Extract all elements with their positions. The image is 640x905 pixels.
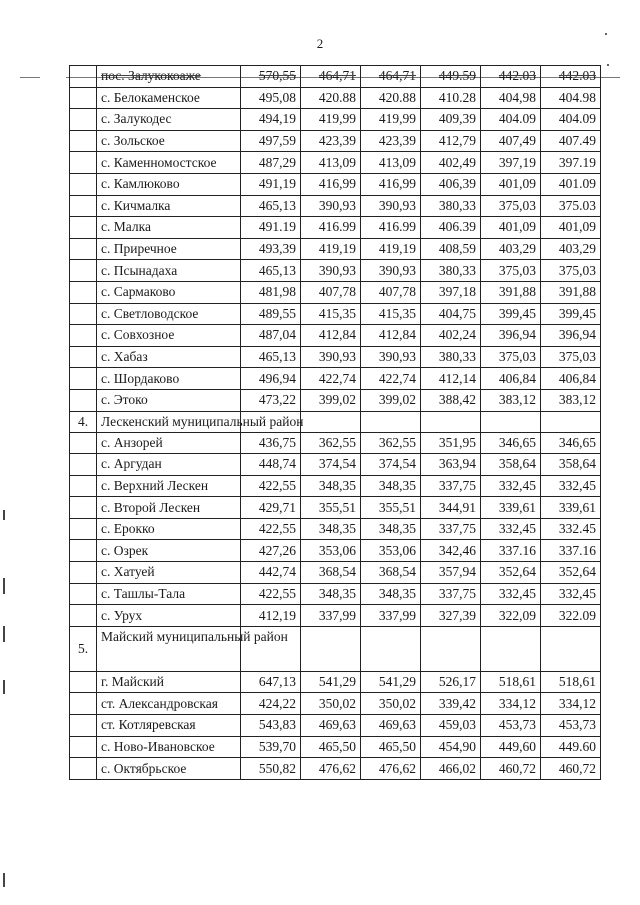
value-cell: 476,62: [301, 758, 361, 780]
value-cell: 481,98: [241, 281, 301, 303]
table-row: [70, 109, 601, 131]
value-cell: 429,71: [241, 497, 301, 519]
value-cell: 466,02: [421, 758, 481, 780]
table-row: [70, 454, 601, 476]
value-cell: 442,74: [241, 562, 301, 584]
value-cell: 422,74: [301, 368, 361, 390]
row-number-cell: [70, 66, 97, 88]
value-cell: 413,09: [361, 152, 421, 174]
value-cell: 401,09: [481, 217, 541, 239]
table-row: [70, 87, 601, 109]
value-cell: 415,35: [301, 303, 361, 325]
value-cell: 473,22: [241, 389, 301, 411]
value-cell: 453,73: [481, 715, 541, 737]
section-title: Лескенский муниципальный район: [97, 411, 241, 432]
value-cell: 412,14: [421, 368, 481, 390]
value-cell: 404.09: [481, 109, 541, 131]
value-cell: 339,61: [541, 497, 601, 519]
value-cell: 419,99: [301, 109, 361, 131]
settlement-name: с. Озрек: [97, 540, 241, 562]
value-cell: 390,93: [361, 346, 421, 368]
row-number-cell: [70, 173, 97, 195]
value-cell: 322,09: [481, 605, 541, 627]
settlement-name: г. Майский: [97, 671, 241, 693]
value-cell: 404,75: [421, 303, 481, 325]
settlement-name: с. Сармаково: [97, 281, 241, 303]
settlement-name: с. Малка: [97, 217, 241, 239]
value-cell: 383,12: [541, 389, 601, 411]
table-row: [70, 497, 601, 519]
value-cell: 355,51: [301, 497, 361, 519]
value-cell: 449,60: [481, 736, 541, 758]
value-cell: 362,55: [361, 432, 421, 454]
value-cell: 412,84: [361, 325, 421, 347]
settlement-name: с. Псынадаха: [97, 260, 241, 282]
value-cell: 337,75: [421, 475, 481, 497]
value-cell: 380,33: [421, 195, 481, 217]
scan-mark: [3, 626, 5, 642]
value-cell: 449.60: [541, 736, 601, 758]
settlement-name: с. Белокаменское: [97, 87, 241, 109]
empty-cell: [421, 626, 481, 671]
value-cell: 332.45: [541, 518, 601, 540]
value-cell: 339,42: [421, 693, 481, 715]
row-number-cell: [70, 497, 97, 519]
value-cell: 406,84: [541, 368, 601, 390]
value-cell: 460,72: [541, 758, 601, 780]
value-cell: 375,03: [541, 346, 601, 368]
row-number-cell: [70, 325, 97, 347]
value-cell: 407.49: [541, 130, 601, 152]
value-cell: 407,49: [481, 130, 541, 152]
rule-gap: [40, 70, 66, 84]
row-number-cell: [70, 368, 97, 390]
table-row: [70, 346, 601, 368]
settlement-name: с. Совхозное: [97, 325, 241, 347]
table-row: [70, 475, 601, 497]
value-cell: 416.99: [301, 217, 361, 239]
table-row: [70, 671, 601, 693]
settlement-name: с. Второй Лескен: [97, 497, 241, 519]
value-cell: 363,94: [421, 454, 481, 476]
table-row: [70, 195, 601, 217]
value-cell: 375,03: [481, 260, 541, 282]
value-cell: 413,09: [301, 152, 361, 174]
empty-cell: [541, 626, 601, 671]
value-cell: 375,03: [481, 195, 541, 217]
value-cell: 465,50: [301, 736, 361, 758]
value-cell: 407,78: [301, 281, 361, 303]
value-cell: 332,45: [541, 583, 601, 605]
value-cell: 465,13: [241, 195, 301, 217]
value-cell: 368,54: [301, 562, 361, 584]
value-cell: 404,98: [481, 87, 541, 109]
page-number: 2: [316, 36, 324, 51]
value-cell: 487,04: [241, 325, 301, 347]
value-cell: 407,78: [361, 281, 421, 303]
value-cell: 422,55: [241, 518, 301, 540]
value-cell: 465,50: [361, 736, 421, 758]
value-cell: 422,55: [241, 583, 301, 605]
value-cell: 352,64: [541, 562, 601, 584]
value-cell: 420.88: [301, 87, 361, 109]
value-cell: 396,94: [541, 325, 601, 347]
value-cell: 396,94: [481, 325, 541, 347]
value-cell: 348,35: [301, 518, 361, 540]
value-cell: 358,64: [481, 454, 541, 476]
value-cell: 332,45: [481, 518, 541, 540]
value-cell: 337,75: [421, 518, 481, 540]
row-number-cell: [70, 562, 97, 584]
value-cell: 406,39: [421, 173, 481, 195]
value-cell: 401,09: [481, 173, 541, 195]
value-cell: 334,12: [481, 693, 541, 715]
value-cell: 353,06: [301, 540, 361, 562]
value-cell: 390,93: [301, 260, 361, 282]
value-cell: 489,55: [241, 303, 301, 325]
table-row: [70, 152, 601, 174]
row-number-cell: [70, 130, 97, 152]
value-cell: 352,64: [481, 562, 541, 584]
table-row: [70, 325, 601, 347]
settlement-name: с. Этоко: [97, 389, 241, 411]
table-row: [70, 715, 601, 737]
value-cell: 436,75: [241, 432, 301, 454]
value-cell: 449.59: [421, 66, 481, 88]
value-cell: 327,39: [421, 605, 481, 627]
value-cell: 350,02: [301, 693, 361, 715]
empty-cell: [481, 411, 541, 432]
value-cell: 412,84: [301, 325, 361, 347]
row-number-cell: [70, 303, 97, 325]
value-cell: 348,35: [301, 475, 361, 497]
value-cell: 337,99: [301, 605, 361, 627]
value-cell: 322.09: [541, 605, 601, 627]
table-row: [70, 238, 601, 260]
settlement-name: ст. Котляревская: [97, 715, 241, 737]
settlement-name: с. Верхний Лескен: [97, 475, 241, 497]
value-cell: 332,45: [481, 475, 541, 497]
row-number-cell: [70, 693, 97, 715]
value-cell: 368,54: [361, 562, 421, 584]
value-cell: 415,35: [361, 303, 421, 325]
table-row: [70, 540, 601, 562]
value-cell: 390,93: [361, 260, 421, 282]
value-cell: 355,51: [361, 497, 421, 519]
value-cell: 402,24: [421, 325, 481, 347]
value-cell: 362,55: [301, 432, 361, 454]
settlement-name: с. Кичмалка: [97, 195, 241, 217]
row-number-cell: [70, 346, 97, 368]
value-cell: 419,99: [361, 109, 421, 131]
value-cell: 410.28: [421, 87, 481, 109]
value-cell: 416.99: [361, 217, 421, 239]
value-cell: 539,70: [241, 736, 301, 758]
value-cell: 423,39: [361, 130, 421, 152]
value-cell: 348,35: [361, 583, 421, 605]
empty-cell: [361, 626, 421, 671]
table-row: [70, 389, 601, 411]
value-cell: 422,55: [241, 475, 301, 497]
value-cell: 339,61: [481, 497, 541, 519]
value-cell: 412,19: [241, 605, 301, 627]
value-cell: 460,72: [481, 758, 541, 780]
settlement-name: с. Хатуей: [97, 562, 241, 584]
value-cell: 454,90: [421, 736, 481, 758]
value-cell: 416,99: [361, 173, 421, 195]
settlement-name: с. Октябрьское: [97, 758, 241, 780]
value-cell: 423,39: [301, 130, 361, 152]
table-row: [70, 303, 601, 325]
section-title: Майский муниципальный район: [97, 626, 241, 671]
value-cell: 493,39: [241, 238, 301, 260]
scan-dot: [607, 64, 609, 66]
value-cell: 358,64: [541, 454, 601, 476]
row-number-cell: [70, 475, 97, 497]
value-cell: 399,02: [361, 389, 421, 411]
settlement-name: с. Ново-Ивановское: [97, 736, 241, 758]
value-cell: 412,79: [421, 130, 481, 152]
value-cell: 469,63: [361, 715, 421, 737]
value-cell: 348,35: [301, 583, 361, 605]
settlement-name: с. Камлюково: [97, 173, 241, 195]
table-row: [70, 368, 601, 390]
value-cell: 427,26: [241, 540, 301, 562]
value-cell: 419,19: [301, 238, 361, 260]
row-number-cell: [70, 195, 97, 217]
value-cell: 497,59: [241, 130, 301, 152]
table-row: [70, 260, 601, 282]
value-cell: 342,46: [421, 540, 481, 562]
value-cell: 402,49: [421, 152, 481, 174]
row-number-cell: [70, 281, 97, 303]
row-number-cell: [70, 260, 97, 282]
value-cell: 541,29: [361, 671, 421, 693]
settlement-name: с. Анзорей: [97, 432, 241, 454]
scan-mark: [3, 680, 5, 694]
row-number-cell: [70, 518, 97, 540]
value-cell: 344,91: [421, 497, 481, 519]
value-cell: 374,54: [361, 454, 421, 476]
value-cell: 459,03: [421, 715, 481, 737]
value-cell: 350,02: [361, 693, 421, 715]
row-number-cell: [70, 671, 97, 693]
value-cell: 391,88: [541, 281, 601, 303]
value-cell: 448,74: [241, 454, 301, 476]
value-cell: 390,93: [361, 195, 421, 217]
value-cell: 337.16: [541, 540, 601, 562]
empty-cell: [301, 411, 361, 432]
table-body: [70, 66, 601, 780]
row-number-cell: [70, 583, 97, 605]
value-cell: 388,42: [421, 389, 481, 411]
value-cell: 404.98: [541, 87, 601, 109]
table-row: [70, 130, 601, 152]
section-row: [70, 411, 601, 432]
row-number-cell: [70, 109, 97, 131]
settlement-name: с. Залукодес: [97, 109, 241, 131]
scan-mark: [3, 578, 5, 594]
value-cell: 375.03: [541, 195, 601, 217]
section-number: 4.: [70, 411, 97, 432]
value-cell: 404.09: [541, 109, 601, 131]
value-cell: 399,45: [481, 303, 541, 325]
value-cell: 397,18: [421, 281, 481, 303]
section-row: [70, 626, 601, 671]
value-cell: 491,19: [241, 173, 301, 195]
value-cell: 453,73: [541, 715, 601, 737]
table-row: [70, 583, 601, 605]
settlement-name: ст. Александровская: [97, 693, 241, 715]
table-row: [70, 66, 601, 88]
value-cell: 403,29: [541, 238, 601, 260]
value-cell: 390,93: [301, 195, 361, 217]
settlement-name: с. Ерокко: [97, 518, 241, 540]
value-cell: 464,71: [301, 66, 361, 88]
value-cell: 337,75: [421, 583, 481, 605]
table-row: [70, 432, 601, 454]
scan-mark: [3, 510, 5, 520]
value-cell: 337.16: [481, 540, 541, 562]
value-cell: 442.03: [541, 66, 601, 88]
value-cell: 550,82: [241, 758, 301, 780]
value-cell: 399,45: [541, 303, 601, 325]
value-cell: 420.88: [361, 87, 421, 109]
value-cell: 348,35: [361, 518, 421, 540]
table-row: [70, 562, 601, 584]
value-cell: 419,19: [361, 238, 421, 260]
settlement-name: с. Приречное: [97, 238, 241, 260]
table-row: [70, 173, 601, 195]
settlement-name: с. Зольское: [97, 130, 241, 152]
value-cell: 496,94: [241, 368, 301, 390]
empty-cell: [421, 411, 481, 432]
value-cell: 390,93: [301, 346, 361, 368]
value-cell: 403,29: [481, 238, 541, 260]
value-cell: 543,83: [241, 715, 301, 737]
row-number-cell: [70, 152, 97, 174]
value-cell: 399,02: [301, 389, 361, 411]
value-cell: 357,94: [421, 562, 481, 584]
empty-cell: [301, 626, 361, 671]
table-row: [70, 605, 601, 627]
value-cell: 422,74: [361, 368, 421, 390]
table-row: [70, 736, 601, 758]
value-cell: 397,19: [481, 152, 541, 174]
value-cell: 401,09: [541, 217, 601, 239]
scan-mark: [3, 873, 5, 887]
value-cell: 495,08: [241, 87, 301, 109]
row-number-cell: [70, 238, 97, 260]
value-cell: 391,88: [481, 281, 541, 303]
value-cell: 442.03: [481, 66, 541, 88]
table-row: [70, 758, 601, 780]
row-number-cell: [70, 217, 97, 239]
table-row: [70, 281, 601, 303]
value-cell: 346,65: [481, 432, 541, 454]
value-cell: 526,17: [421, 671, 481, 693]
tariff-table: [69, 65, 601, 780]
settlement-name: с. Хабаз: [97, 346, 241, 368]
value-cell: 409,39: [421, 109, 481, 131]
value-cell: 380,33: [421, 260, 481, 282]
value-cell: 518,61: [541, 671, 601, 693]
settlement-name: с. Урух: [97, 605, 241, 627]
value-cell: 408,59: [421, 238, 481, 260]
value-cell: 334,12: [541, 693, 601, 715]
value-cell: 518,61: [481, 671, 541, 693]
settlement-name: с. Ташлы-Тала: [97, 583, 241, 605]
value-cell: 406.39: [421, 217, 481, 239]
settlement-name: с. Аргудан: [97, 454, 241, 476]
value-cell: 491.19: [241, 217, 301, 239]
row-number-cell: [70, 432, 97, 454]
value-cell: 348,35: [361, 475, 421, 497]
value-cell: 541,29: [301, 671, 361, 693]
settlement-name: с. Каменномостское: [97, 152, 241, 174]
row-number-cell: [70, 540, 97, 562]
value-cell: 464,71: [361, 66, 421, 88]
value-cell: 570,55: [241, 66, 301, 88]
value-cell: 647,13: [241, 671, 301, 693]
value-cell: 375,03: [541, 260, 601, 282]
value-cell: 375,03: [481, 346, 541, 368]
row-number-cell: [70, 389, 97, 411]
value-cell: 487,29: [241, 152, 301, 174]
value-cell: 416,99: [301, 173, 361, 195]
row-number-cell: [70, 454, 97, 476]
table-row: [70, 693, 601, 715]
value-cell: 332,45: [481, 583, 541, 605]
row-number-cell: [70, 87, 97, 109]
empty-cell: [541, 411, 601, 432]
row-number-cell: [70, 605, 97, 627]
value-cell: 380,33: [421, 346, 481, 368]
value-cell: 424,22: [241, 693, 301, 715]
settlement-name: пос. Залукокоаже: [97, 66, 241, 88]
value-cell: 406,84: [481, 368, 541, 390]
settlement-name: с. Светловодское: [97, 303, 241, 325]
value-cell: 346,65: [541, 432, 601, 454]
value-cell: 374,54: [301, 454, 361, 476]
empty-cell: [481, 626, 541, 671]
section-number: 5.: [70, 626, 97, 671]
value-cell: 465,13: [241, 346, 301, 368]
value-cell: 476,62: [361, 758, 421, 780]
table-row: [70, 518, 601, 540]
value-cell: 469,63: [301, 715, 361, 737]
settlement-name: с. Шордаково: [97, 368, 241, 390]
row-number-cell: [70, 715, 97, 737]
value-cell: 401.09: [541, 173, 601, 195]
value-cell: 397.19: [541, 152, 601, 174]
value-cell: 353,06: [361, 540, 421, 562]
value-cell: 465,13: [241, 260, 301, 282]
row-number-cell: [70, 758, 97, 780]
scan-dot: [605, 33, 607, 35]
value-cell: 494,19: [241, 109, 301, 131]
value-cell: 332,45: [541, 475, 601, 497]
value-cell: 383,12: [481, 389, 541, 411]
row-number-cell: [70, 736, 97, 758]
table-row: [70, 217, 601, 239]
empty-cell: [361, 411, 421, 432]
value-cell: 337,99: [361, 605, 421, 627]
value-cell: 351,95: [421, 432, 481, 454]
